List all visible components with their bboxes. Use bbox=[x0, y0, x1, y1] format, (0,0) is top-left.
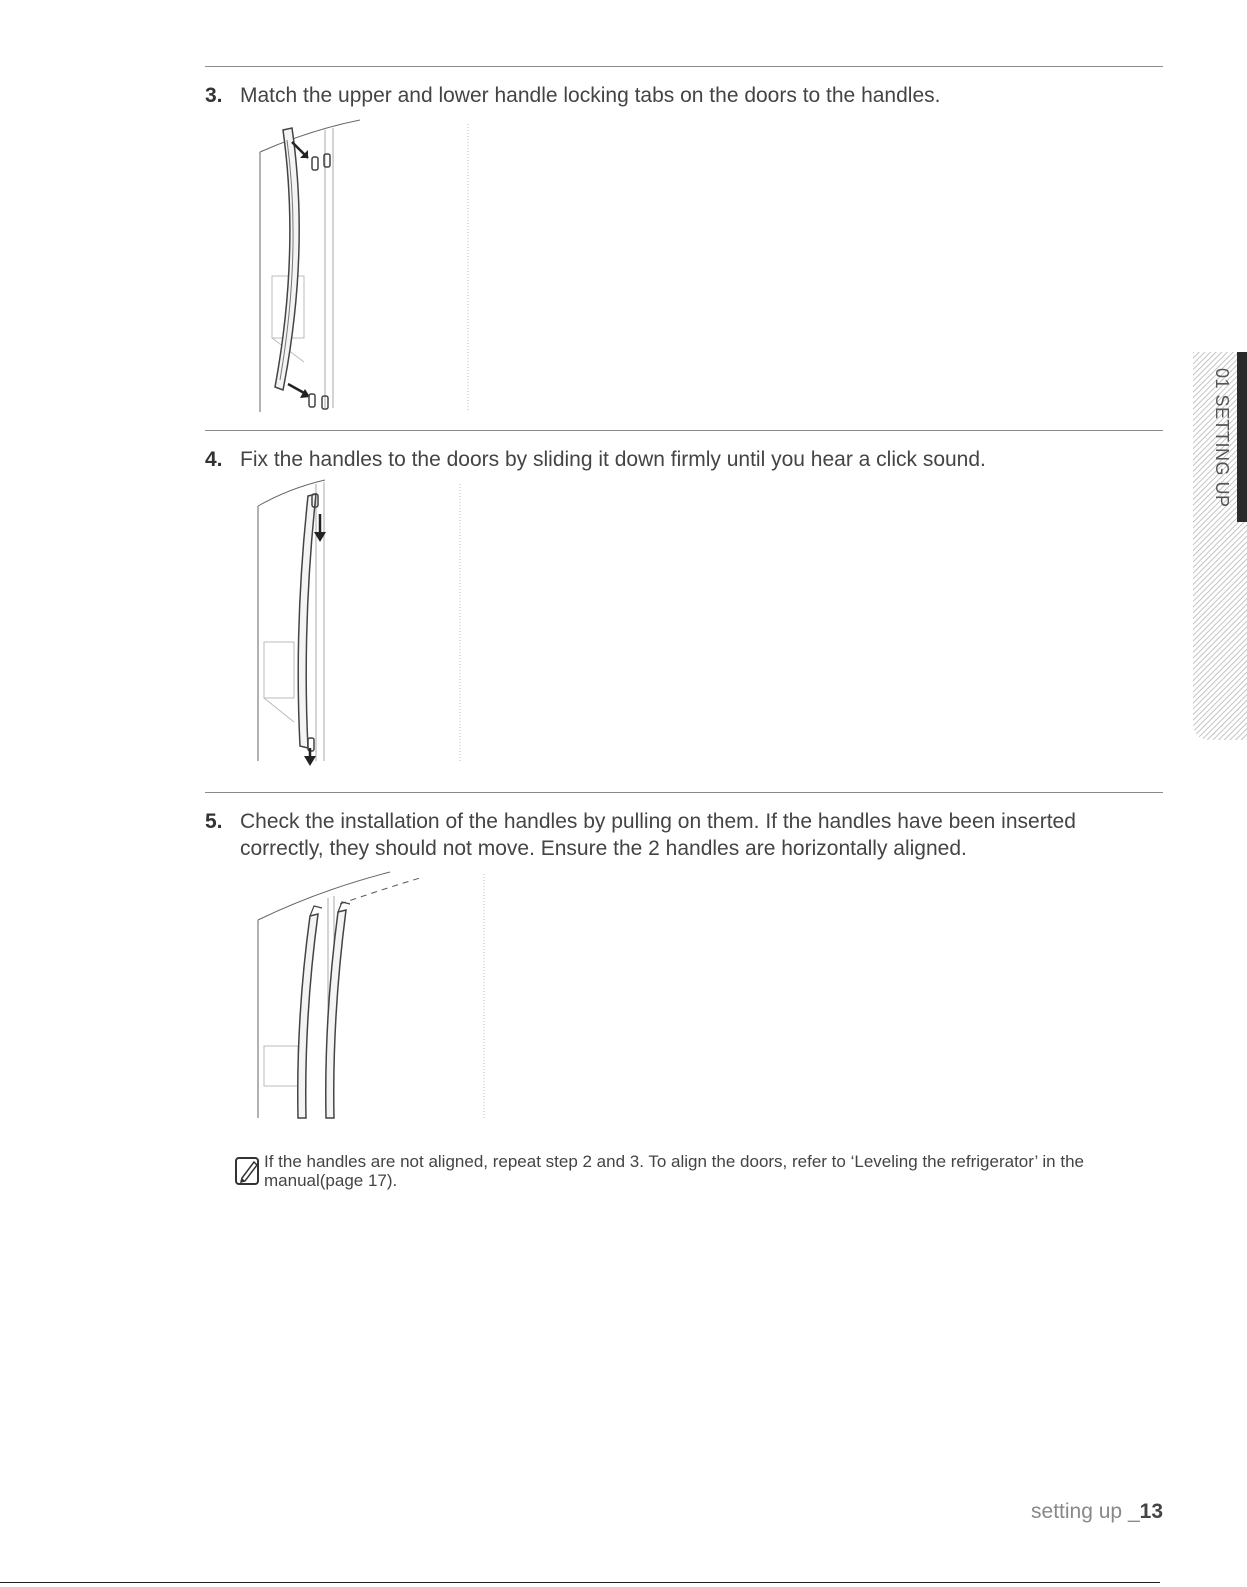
page-number: 13 bbox=[1139, 1500, 1163, 1523]
note bbox=[234, 1152, 1164, 1190]
section-divider bbox=[205, 430, 1163, 431]
step-number: 3. bbox=[205, 84, 223, 107]
note-pencil-icon bbox=[234, 1154, 262, 1186]
step-4 bbox=[205, 446, 1155, 473]
step-number: 5. bbox=[205, 810, 223, 833]
note-text: If the handles are not aligned, repeat step 2 and 3. To align the doors, refer to ‘Leveling the refrigerator’ in the manual(page 17). bbox=[264, 1152, 1084, 1190]
step-5 bbox=[205, 808, 1155, 862]
section-divider bbox=[205, 66, 1163, 67]
chapter-tab-label: 01 SETTING UP bbox=[1212, 368, 1232, 508]
step-text: Fix the handles to the doors by sliding it down firmly until you hear a click sound. bbox=[240, 448, 986, 471]
step-3 bbox=[205, 82, 1155, 109]
handle-tab-match-illustration bbox=[250, 112, 480, 418]
footer-section: setting up _ bbox=[1031, 1500, 1140, 1523]
step-text: Check the installation of the handles by pulling on them. If the handles have been inserted correctly, they should not move. Ensure the 2 handles are horizontally aligned. bbox=[240, 810, 1076, 860]
section-divider bbox=[205, 792, 1163, 793]
handles-aligned-illustration bbox=[250, 868, 500, 1122]
page-footer bbox=[1031, 1500, 1163, 1524]
bottom-divider bbox=[0, 1582, 1160, 1583]
step-number: 4. bbox=[205, 448, 223, 471]
step-text: Match the upper and lower handle locking tabs on the doors to the handles. bbox=[240, 84, 941, 107]
handle-slide-down-illustration bbox=[250, 476, 470, 766]
